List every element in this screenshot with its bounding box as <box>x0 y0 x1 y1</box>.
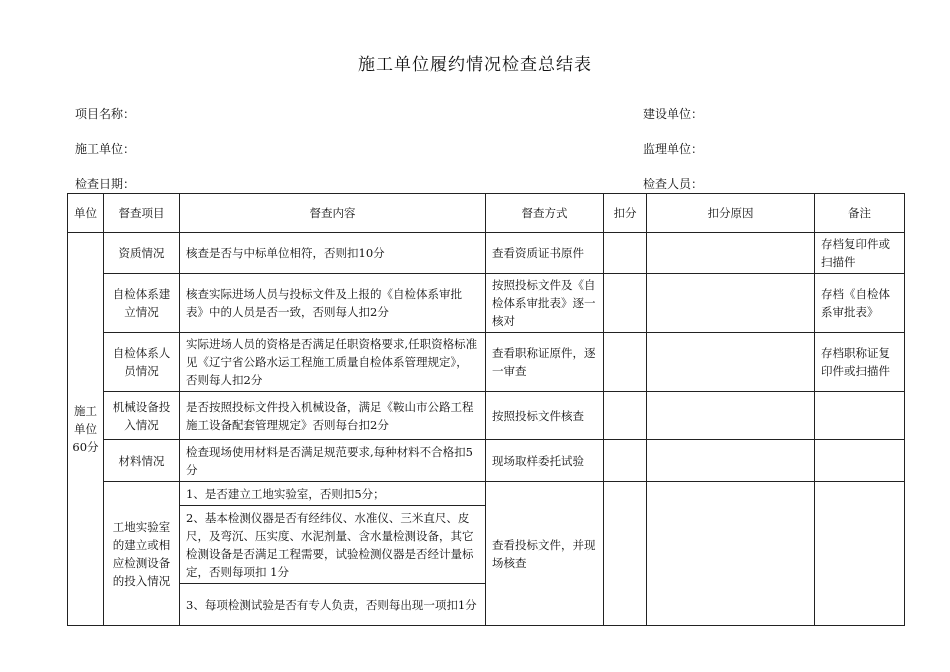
construction-unit-label: 施工单位： <box>75 142 136 156</box>
table-row <box>68 274 905 333</box>
inspection-table <box>67 193 905 626</box>
deduct-cell <box>604 274 647 333</box>
table-row <box>68 392 905 440</box>
content-cell: 核查是否与中标单位相符，否则扣10分 <box>180 233 486 274</box>
method-cell: 现场取样委托试验 <box>486 440 604 482</box>
method-cell: 查看资质证书原件 <box>486 233 604 274</box>
content-cell: 是否按照投标文件投入机械设备，满足《鞍山市公路工程施工设备配套管理规定》否则每台扣2分 <box>180 392 486 440</box>
content-cell: 实际进场人员的资格是否满足任职资格要求,任职资格标准见《辽宁省公路水运工程施工质量自检体系管理规定》，否则每人扣2分 <box>180 333 486 392</box>
lab-reason-cell <box>647 482 815 626</box>
lab-deduct-cell <box>604 482 647 626</box>
builder-label: 建设单位： <box>643 107 704 121</box>
header-method: 督查方式 <box>486 194 604 233</box>
inspector-label: 检查人员： <box>643 177 704 191</box>
check-date-label: 检查日期： <box>75 177 136 191</box>
item-cell: 资质情况 <box>104 233 180 274</box>
note-cell <box>815 392 905 440</box>
lab-content-1: 1、是否建立工地实验室，否则扣5分； <box>180 482 486 506</box>
lab-content-2: 2、基本检测仪器是否有经纬仪、水准仪、三米直尺、皮尺，及弯沉、压实度、水泥剂量、含水量检测设备，其它检测设备是否满足工程需要，试验检测仪器是否经计量标定，否则每项扣 1分 <box>180 506 486 584</box>
method-cell: 按照投标文件核查 <box>486 392 604 440</box>
lab-method-cell: 查看投标文件，并现场核查 <box>486 482 604 626</box>
header-reason: 扣分原因 <box>647 194 815 233</box>
reason-cell <box>647 392 815 440</box>
header-unit: 单位 <box>68 194 104 233</box>
reason-cell <box>647 274 815 333</box>
header-deduct: 扣分 <box>604 194 647 233</box>
note-cell: 存档职称证复印件或扫描件 <box>815 333 905 392</box>
table-row <box>68 233 905 274</box>
supervisor-label: 监理单位： <box>643 142 704 156</box>
content-cell: 检查现场使用材料是否满足规范要求,每种材料不合格扣5分 <box>180 440 486 482</box>
reason-cell <box>647 333 815 392</box>
header-note: 备注 <box>815 194 905 233</box>
table-row <box>68 482 905 506</box>
note-cell: 存档《自检体系审批表》 <box>815 274 905 333</box>
header-content: 督查内容 <box>180 194 486 233</box>
deduct-cell <box>604 440 647 482</box>
project-name-label: 项目名称： <box>75 107 136 121</box>
lab-content-3: 3、每项检测试验是否有专人负责，否则每出现一项扣1分 <box>180 584 486 626</box>
method-cell: 查看职称证原件，逐一审查 <box>486 333 604 392</box>
content-cell: 核查实际进场人员与投标文件及上报的《自检体系审批表》中的人员是否一致，否则每人扣2分 <box>180 274 486 333</box>
item-cell: 材料情况 <box>104 440 180 482</box>
deduct-cell <box>604 392 647 440</box>
deduct-cell <box>604 333 647 392</box>
page-title: 施工单位履约情况检查总结表 <box>358 55 592 75</box>
lab-note-cell <box>815 482 905 626</box>
lab-item-cell: 工地实验室的建立或相应检测设备的投入情况 <box>104 482 180 626</box>
deduct-cell <box>604 233 647 274</box>
table-row <box>68 440 905 482</box>
table-header-row <box>68 194 905 233</box>
item-cell: 自检体系建立情况 <box>104 274 180 333</box>
note-cell: 存档复印件或扫描件 <box>815 233 905 274</box>
note-cell <box>815 440 905 482</box>
unit-label: 施工单位60分 <box>68 233 104 626</box>
item-cell: 自检体系人员情况 <box>104 333 180 392</box>
method-cell: 按照投标文件及《自检体系审批表》逐一核对 <box>486 274 604 333</box>
header-item: 督查项目 <box>104 194 180 233</box>
reason-cell <box>647 233 815 274</box>
item-cell: 机械设备投入情况 <box>104 392 180 440</box>
reason-cell <box>647 440 815 482</box>
table-row <box>68 333 905 392</box>
